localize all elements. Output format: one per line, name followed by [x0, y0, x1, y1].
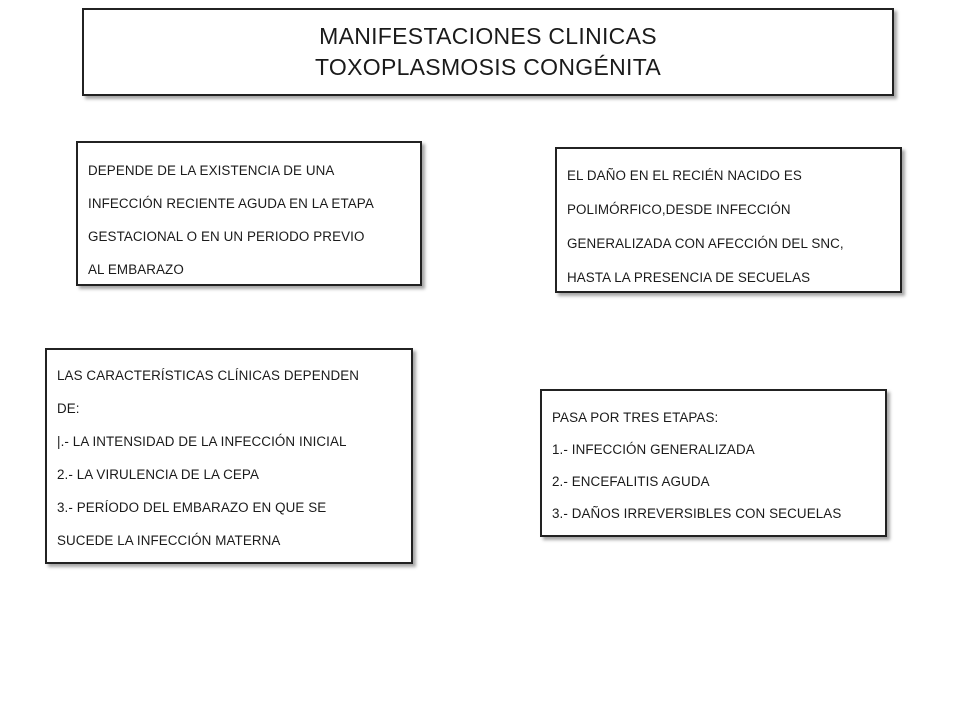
box-text-line: GENERALIZADA CON AFECCIÓN DEL SNC, [567, 236, 844, 251]
box-text-line: SUCEDE LA INFECCIÓN MATERNA [57, 533, 281, 548]
title-box [82, 8, 894, 96]
box-existence-of-infection [76, 141, 422, 286]
box-text-line: INFECCIÓN RECIENTE AGUDA EN LA ETAPA [88, 196, 374, 211]
box-text-line: 2.- ENCEFALITIS AGUDA [552, 474, 710, 489]
box-text-line: |.- LA INTENSIDAD DE LA INFECCIÓN INICIAL [57, 434, 347, 449]
box-three-stages [540, 389, 887, 537]
box-text-line: LAS CARACTERÍSTICAS CLÍNICAS DEPENDEN [57, 368, 360, 383]
box-text-line: AL EMBARAZO [88, 262, 184, 277]
box-newborn-damage [555, 147, 902, 293]
title-line-2: TOXOPLASMOSIS CONGÉNITA [314, 54, 661, 80]
title-line-1: MANIFESTACIONES CLINICAS [319, 23, 657, 49]
box-text-line: 3.- PERÍODO DEL EMBARAZO EN QUE SE [57, 500, 327, 515]
box-text-line: POLIMÓRFICO,DESDE INFECCIÓN [567, 202, 791, 217]
box-clinical-characteristics [45, 348, 413, 564]
box-text-line: 1.- INFECCIÓN GENERALIZADA [552, 442, 755, 457]
box-text-line: 2.- LA VIRULENCIA DE LA CEPA [57, 467, 260, 482]
box-text-line: DE: [57, 401, 80, 416]
box-text-line: DEPENDE DE LA EXISTENCIA DE UNA [88, 163, 335, 178]
box-text-line: GESTACIONAL O EN UN PERIODO PREVIO [88, 229, 365, 244]
box-text-line: PASA POR TRES ETAPAS: [552, 410, 719, 425]
box-text-line: 3.- DAÑOS IRREVERSIBLES CON SECUELAS [552, 506, 842, 521]
box-text-line: EL DAÑO EN EL RECIÉN NACIDO ES [567, 168, 802, 183]
box-text-line: HASTA LA PRESENCIA DE SECUELAS [567, 270, 811, 285]
